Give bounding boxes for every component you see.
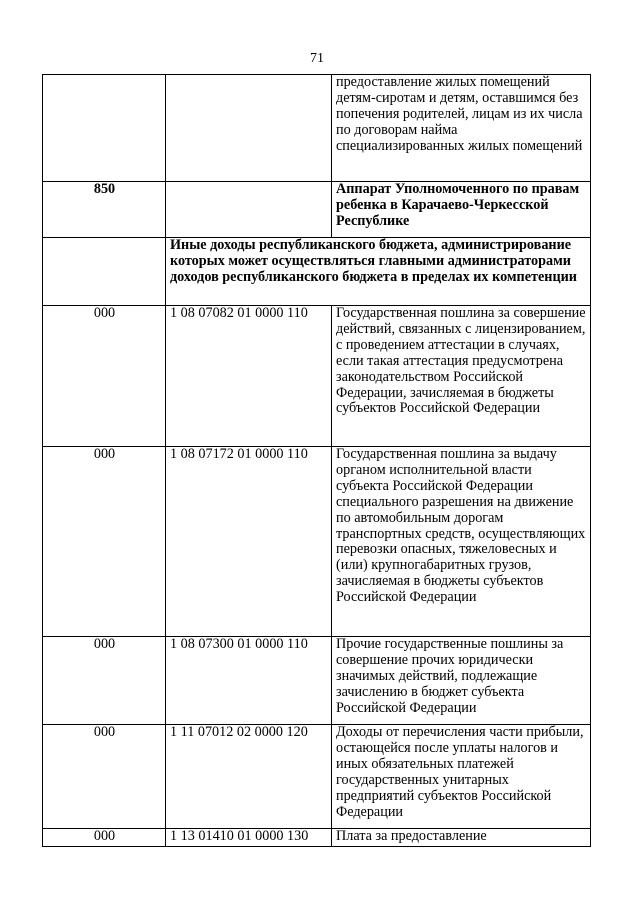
admin-code-cell	[43, 75, 166, 182]
revenue-name-cell: Плата за предоставление	[332, 829, 591, 847]
table-row	[43, 725, 591, 829]
kbk-cell: 1 08 07172 01 0000 110	[166, 447, 332, 637]
table-row	[43, 637, 591, 725]
kbk-cell: 1 11 07012 02 0000 120	[166, 725, 332, 829]
table-row	[43, 306, 591, 447]
administrator-name-cell: Аппарат Уполномоченного по правам ребенка в Карачаево-Черкесской Республике	[332, 182, 591, 238]
table-row	[43, 447, 591, 637]
admin-code-cell: 000	[43, 306, 166, 447]
admin-code-cell: 000	[43, 725, 166, 829]
table-row	[43, 829, 591, 847]
admin-code-cell: 000	[43, 447, 166, 637]
table-row	[43, 182, 591, 238]
revenue-name-cell: Прочие государственные пошлины за совершение прочих юридически значимых действий, подлежащие зачислению в бюджет субъекта Российской Федерации	[332, 637, 591, 725]
page-number: 71	[310, 51, 324, 66]
admin-code-cell: 850	[43, 182, 166, 238]
section-row	[43, 238, 591, 306]
admin-code-cell: 000	[43, 637, 166, 725]
kbk-cell: 1 13 01410 01 0000 130	[166, 829, 332, 847]
revenue-name-cell: Государственная пошлина за совершение действий, связанных с лицензированием, с проведением аттестации в случаях, если такая аттестация предусмотрена законодательством Российской Федерации, зачисляемая в бюджеты субъектов Российской Федерации	[332, 306, 591, 447]
empty-cell	[43, 238, 166, 306]
admin-code-cell: 000	[43, 829, 166, 847]
revenue-name-cell: предоставление жилых помещений детям-сиротам и детям, оставшимся без попечения родителей, лицам из их числа по договорам найма специализированных жилых помещений	[332, 75, 591, 182]
table-row	[43, 75, 591, 182]
revenue-name-cell: Государственная пошлина за выдачу органом исполнительной власти субъекта Российской Федерации специального разрешения на движение по автомобильным дорогам транспортных средств, осуществляющих перевозки опасных, тяжеловесных и (или) крупногабаритных грузов, зачисляемая в бюджеты субъектов Российской Федерации	[332, 447, 591, 637]
kbk-cell: 1 08 07082 01 0000 110	[166, 306, 332, 447]
kbk-cell	[166, 182, 332, 238]
kbk-cell	[166, 75, 332, 182]
revenue-administrators-table	[42, 74, 591, 847]
section-heading-cell: Иные доходы республиканского бюджета, администрирование которых может осуществляться главными администраторами доходов республиканского бюджета в пределах их компетенции	[166, 238, 591, 306]
revenue-name-cell: Доходы от перечисления части прибыли, остающейся после уплаты налогов и иных обязательных платежей государственных унитарных предприятий субъектов Российской Федерации	[332, 725, 591, 829]
kbk-cell: 1 08 07300 01 0000 110	[166, 637, 332, 725]
